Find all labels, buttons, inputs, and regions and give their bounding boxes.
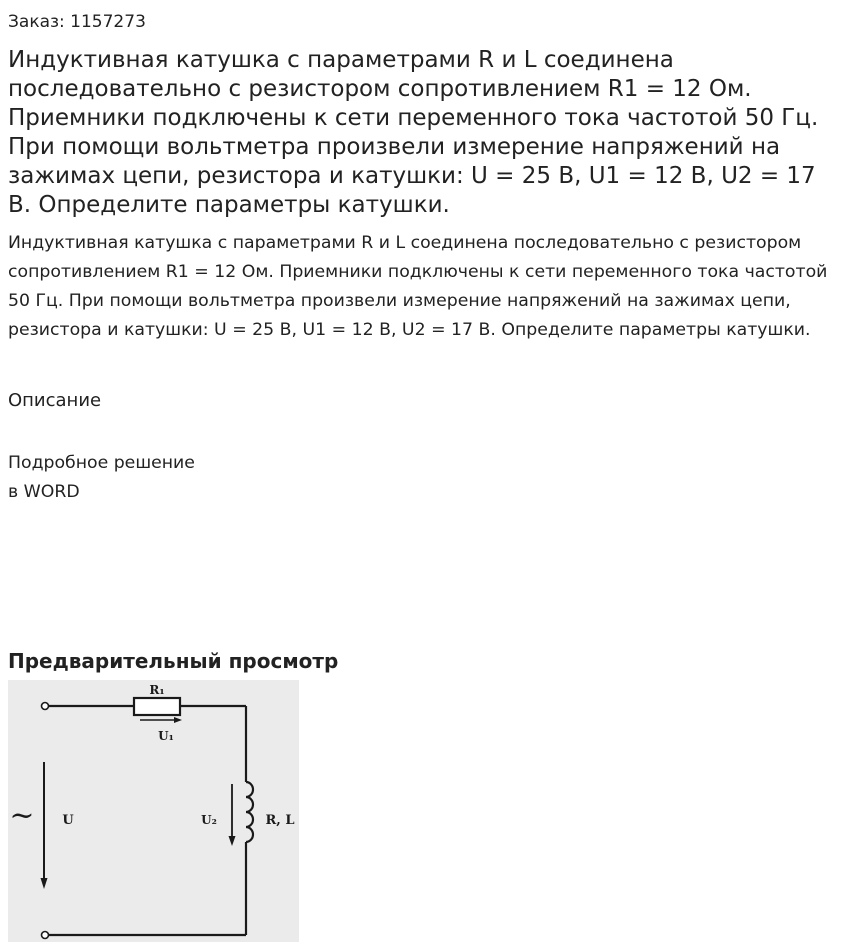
bottom-terminal [42, 932, 49, 939]
description-line: в WORD [8, 482, 80, 502]
u1-arrowhead [174, 717, 182, 723]
problem-text: Индуктивная катушка с параметрами R и L соединена последовательно с резистором сопротивлением R1 = 12 Ом. Приемники подключены к сети переменного тока частотой 50 Гц. При помощи вольтметра произвели измерение напряжений на зажимах цепи, резистора и катушки: U = 25 В, U1 = 12 В, U2 = 17 В. Определите параметры катушки. [8, 233, 828, 340]
resistor-label: R₁ [149, 683, 165, 697]
coil-voltage-arrowhead [229, 836, 236, 846]
description-line: Подробное решение [8, 453, 195, 473]
coil-label: R, L [265, 813, 295, 828]
description-label: Описание [8, 390, 102, 411]
resistor-r1 [134, 698, 180, 715]
resistor-voltage-label: U₁ [158, 729, 174, 743]
ac-source-symbol: ~ [9, 798, 35, 833]
source-voltage-label: U [62, 813, 74, 828]
circuit-diagram [8, 680, 299, 942]
preview-heading: Предварительный просмотр [8, 649, 339, 673]
page-title: Индуктивная катушка с параметрами R и L соединена последовательно с резистором сопротивлением R1 = 12 Ом. Приемники подключены к сети переменного тока частотой 50 Гц. При помощи вольтметра произвели измерение напряжений на зажимах цепи, резистора и катушки: U = 25 В, U1 = 12 В, U2 = 17 В. Определите параметры катушки. [8, 47, 819, 218]
source-voltage-arrowhead [41, 878, 48, 889]
description-content [8, 449, 195, 507]
preview-image [8, 680, 299, 942]
top-terminal [42, 703, 49, 710]
coil-voltage-label: U₂ [201, 813, 217, 827]
order-number: Заказ: 1157273 [8, 12, 146, 32]
coil [246, 782, 253, 842]
